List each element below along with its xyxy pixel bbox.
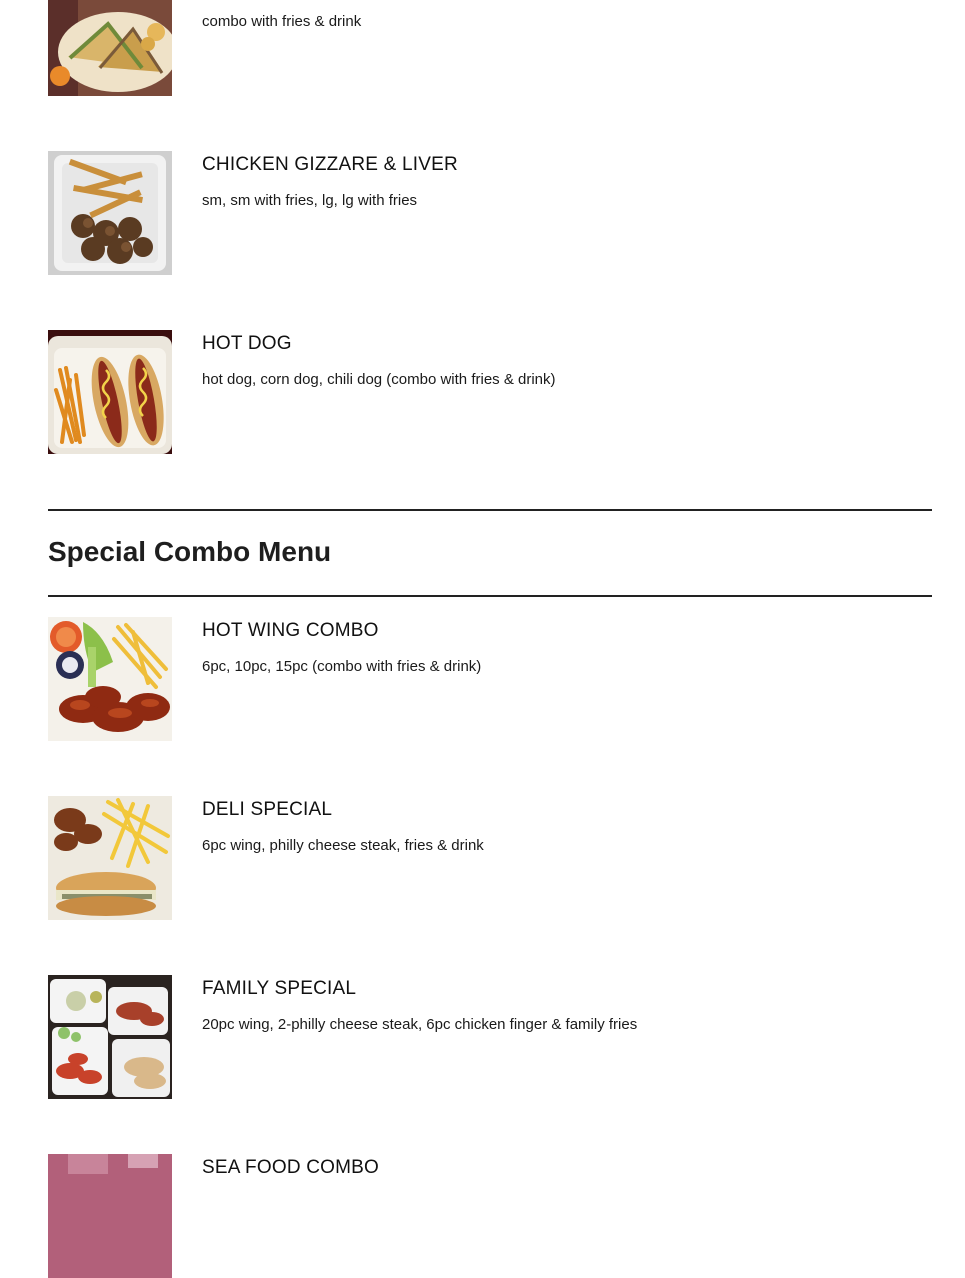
menu-item	[48, 975, 932, 1099]
menu-item	[48, 0, 932, 96]
item-description: hot dog, corn dog, chili dog (combo with fries & drink)	[202, 371, 556, 388]
item-description: 6pc wing, philly cheese steak, fries & drink	[202, 837, 484, 854]
item-name: CHICKEN GIZZARE & LIVER	[202, 154, 458, 175]
item-name: HOT WING COMBO	[202, 620, 379, 641]
section-divider-top	[48, 509, 932, 511]
hot-wing-photo	[48, 617, 172, 741]
seafood-combo-photo	[48, 1154, 172, 1278]
item-name: HOT DOG	[202, 333, 292, 354]
menu-item	[48, 151, 932, 275]
item-description: combo with fries & drink	[202, 13, 362, 30]
section-divider-bottom	[48, 595, 932, 597]
item-name: SEA FOOD COMBO	[202, 1157, 379, 1178]
gizzard-liver-photo	[48, 151, 172, 275]
section-title: Special Combo Menu	[48, 536, 332, 567]
hot-dog-photo	[48, 330, 172, 454]
deli-special-photo	[48, 796, 172, 920]
menu-item	[48, 330, 932, 454]
club-sandwich-photo	[48, 0, 172, 96]
item-description: 6pc, 10pc, 15pc (combo with fries & drink)	[202, 658, 482, 675]
item-name: FAMILY SPECIAL	[202, 978, 357, 999]
item-description: sm, sm with fries, lg, lg with fries	[202, 192, 418, 209]
item-name: DELI SPECIAL	[202, 799, 333, 820]
menu-item	[48, 1154, 932, 1278]
family-special-photo	[48, 975, 172, 1099]
menu-item	[48, 796, 932, 920]
menu-item	[48, 617, 932, 741]
item-description: 20pc wing, 2-philly cheese steak, 6pc chicken finger & family fries	[202, 1016, 638, 1033]
